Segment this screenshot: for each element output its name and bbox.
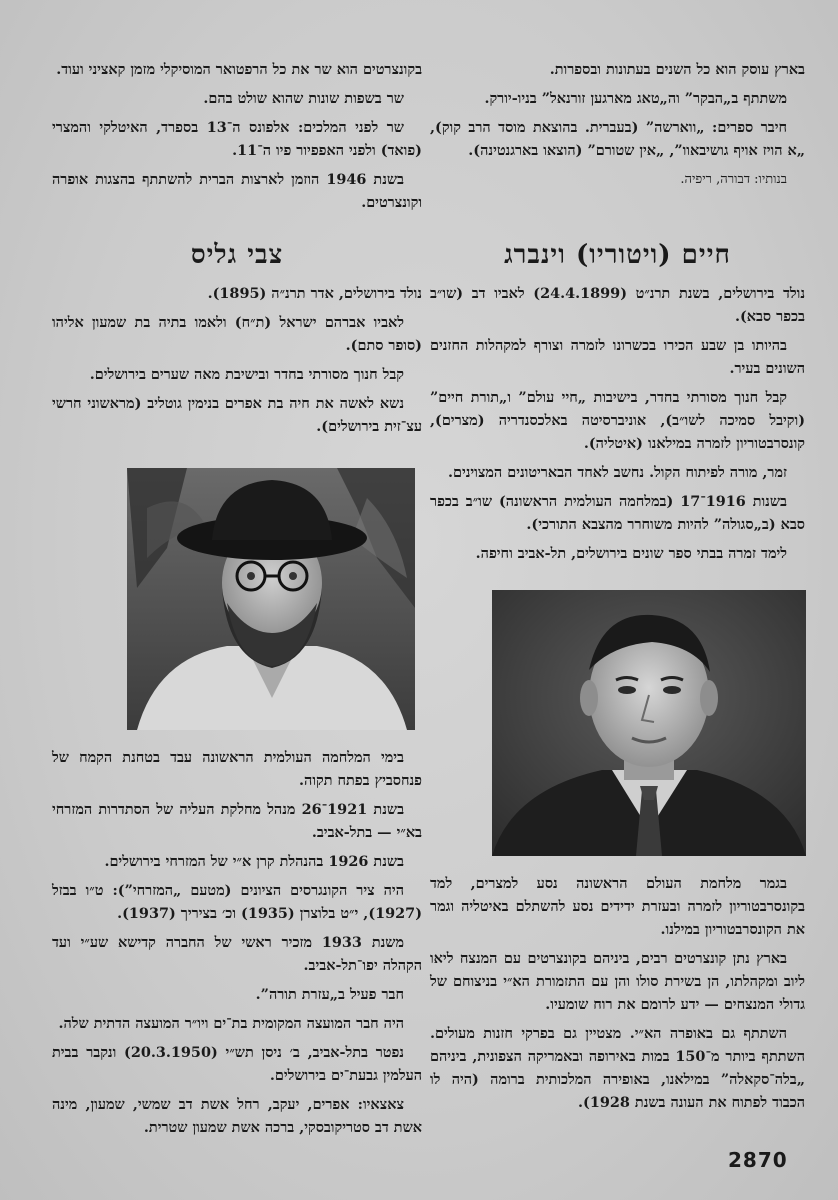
right-column-continuation [430,58,805,197]
paragraph: צאצאיו: אפרים, יעקב, רחל אשת דב שמשי, שמעון, מינה אשת דב סטריקובסקי, ברכה אשת שמעון שטרית. [52,1096,422,1136]
paragraph: בימי המלחמה העולמית הראשונה עבד בטחנת הקמח של פנחסביץ בפתח תקוה. [52,749,422,789]
left-biography [52,240,422,444]
paragraph: בשנות 1916־17 (במלחמה העולמית הראשונה) שו״ב בכפר סבא (ב„סגולה” להיות משוחרר מהצבא התורכי). [430,493,805,533]
paragraph: בגמר מלחמת העולם הראשונה נסע למצרים, למד בקונסרבטוריון לזמרה ובעזרת ידידים נסע להשתלם באיטליה וגמר את הקונסרבטוריון במילנו. [430,875,805,938]
paragraph: שר לפני המלכים: אלפונס ה־13 בספרד, האיטלקי והמצרי (פואד) ולפני האפפיור פיו ה־11. [52,119,422,159]
paragraph: בארץ עוסק הוא כל השנים בעתונות ובספרות. [549,61,805,78]
paragraph: קבל חנוך מסורתי בחדר ובישיבת מאה שערים בירושלים. [89,366,404,383]
paragraph: לאביו אברהם ישראל (ת״ח) ולאמו בתיה בת שמעון אליהו (סופר סתם). [52,314,422,354]
page-number: 2870 [728,1148,788,1172]
paragraph: לימד זמרה בבתי ספר שונים בירושלים, תל-אביב וחיפה. [475,545,787,562]
paragraph: בארץ נתן קונצרטים רבים, ביניהם בקונצרטים עם המנצח ליאו ליוב ומקהלתו, הן בשירת סולו והן עם התזמורת הא״י בניצוחם של גדולי המנצחים — ידע לרומם את רוח שומעיו. [430,950,805,1013]
right-biography [430,240,805,571]
paragraph: בקונצרטים הוא שר את כל הרפטואר המוסיקלי מזמן קאציני ועוד. [56,61,422,78]
paragraph: נולד בירושלים, אדר תרנ״ה (1895). [207,285,422,302]
paragraph: השתתף גם באופרה הא״י. מצטיין גם בפרקי חזנות מעולים. השתתף ביותר מ־150 במות באירופה ובאמריקה הצפונית, ביניהם „בלה־סקאלה” במילאנו, באופירה המלכותית ברומה (היה לו הכבוד לפתוח את העונה בשנת 1928). [430,1025,805,1111]
left-column-continuation [52,58,422,220]
paragraph: שר בשפות שונות שהוא שולט בהם. [203,90,404,107]
paragraph: בנותיו: דבורה, ריפיה. [680,172,787,187]
paragraph: נשא לאשה את חיה בת אפרים בנימין גוטליב (מראשוני חרשי עצ־זית בירושלים). [52,395,422,435]
paragraph: בהיותו בן שבע הכירו בכשרונו לזמרה וצורף למקהלות החזנים השונים בעיר. [430,337,805,377]
paragraph: נולד בירושלים, בשנת תרנ״ט (24.4.1899) לאביו דב (שו״ב בכפר סבא). [430,285,806,325]
paragraph: משתתף ב„הבקר” וה„טאג מארגען זורנאל” בניו-יורק. [484,90,787,107]
paragraph: בשנת 1926 בהנהלת קרן א״י של המזרחי בירושלים. [104,853,404,870]
paragraph: חיבר ספרים: „ווארשה” (בעברית. בהוצאת מוסד הרב קוק), „א הויז אויף גושיבאוו”, „אין שטורם” (הוצאו בארגנטינה). [430,119,805,159]
portrait-photo-chaim-weinberg [492,590,806,856]
paragraph: היה ציר הקונגרסים הציונים (מטעם „המזרחי”): ט״ו בבזל (1927), י״ט בלוצרן (1935) וכ׳ בציריך (1937). [52,882,422,922]
paragraph: בשנת 1946 הוזמן לארצות הברית להשתתף בהצגות אופרה וקונצרטים. [52,171,422,211]
paragraph: זמר, מורה לפיתוח הקול. נחשב לאחד הבאריטונים המצוינים. [447,464,787,481]
paragraph: נפטר בתל-אביב, ב׳ ניסן תש״י (20.3.1950) ונקבר בבית העלמין גבעת־ים בירושלים. [52,1044,422,1084]
paragraph: משנת 1933 מזכיר ראשי של החברה קדישא שע״י ועד הקהלה יפו־תל-אביב. [52,934,422,974]
person-name-heading: צבי גליס [190,240,284,270]
portrait-photo-tzvi-glis [127,468,415,730]
paragraph: קבל חנוך מסורתי בחדר, בישיבות „חיי עולם” ו„תורת חיים” (וקיבל סמיכה לשו״ב), אוניברסיטה באלכסנדריה (מצרים), קונסרבטוריון לזמרה במילאנו (איטליה). [430,389,805,452]
paragraph: חבר פעיל ב„עזרת תורה”. [255,986,404,1003]
paragraph: בשנת 1921־26 מנהל מחלקת העליה של הסתדרות המזרחי בא״י — בתל-אביב. [52,801,422,841]
paragraph: היה חבר המועצה המקומית בת־ים ויו״ר המועצה הדתית שלה. [58,1015,404,1032]
left-biography-continued [52,746,422,1145]
person-name-heading: חיים (ויטוריו) וינברג [504,240,731,270]
right-biography-continued [430,872,805,1120]
